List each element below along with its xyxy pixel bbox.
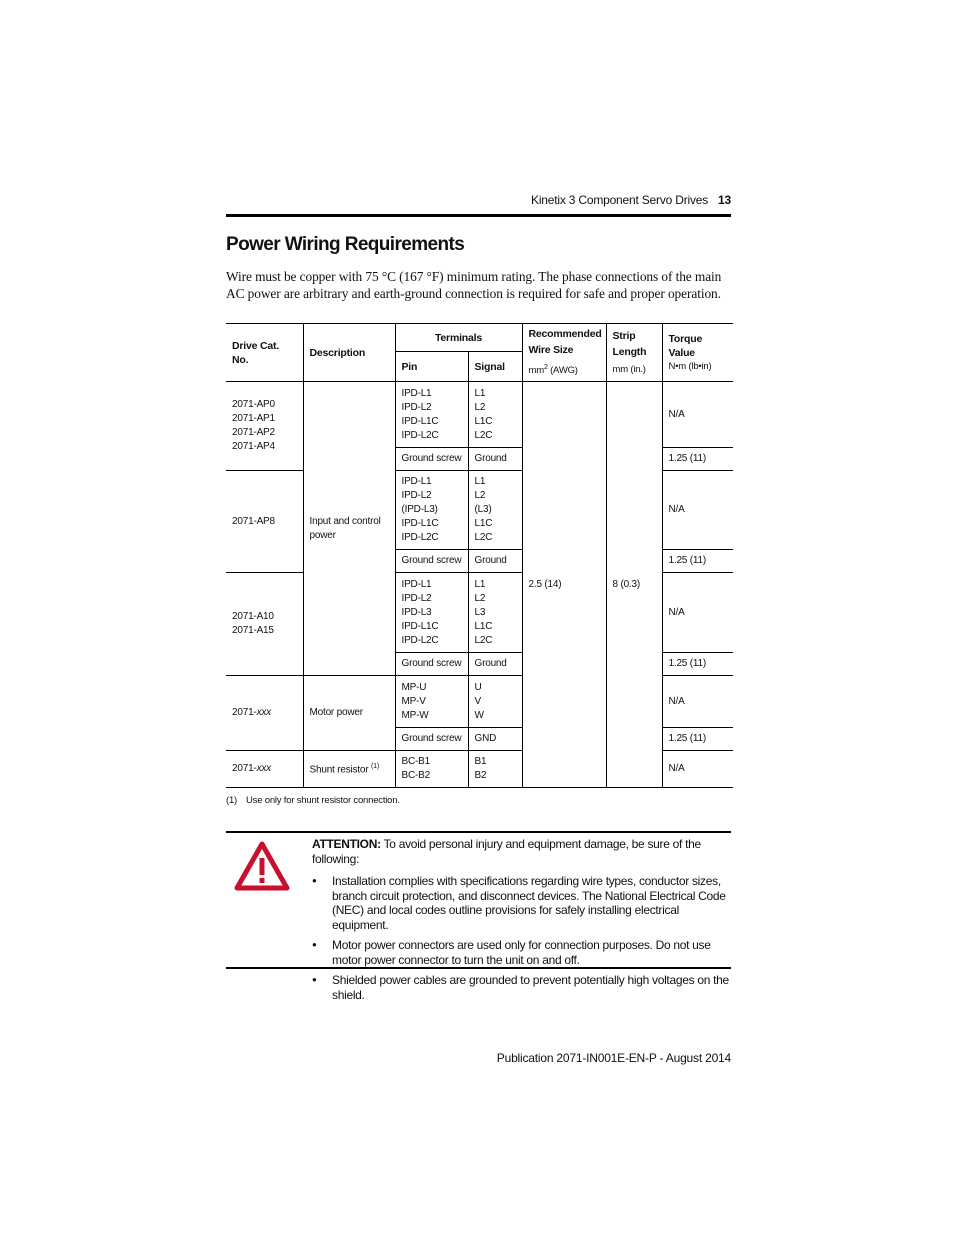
drive-cell: 2071-A10 2071-A15 — [226, 573, 303, 676]
drive-cell: 2071-AP8 — [226, 471, 303, 573]
table-row — [226, 382, 733, 448]
attention-lead: ATTENTION: To avoid personal injury and equipment damage, be sure of the following: — [312, 837, 701, 866]
description-cell: Motor power — [303, 676, 395, 751]
col-header-strip-length — [606, 324, 662, 382]
header-rule — [226, 214, 731, 217]
warning-triangle-icon — [234, 841, 290, 891]
signal-cell: L1 L2 L3 L1C L2C — [468, 573, 522, 653]
signal-cell: U V W — [468, 676, 522, 728]
torque-cell: 1.25 (11) — [662, 728, 733, 751]
signal-cell: Ground — [468, 550, 522, 573]
torque-cell: N/A — [662, 382, 733, 448]
attention-item: ● Installation complies with specifications regarding wire types, conductor sizes, branch circuit protection, and disconnect devices. The National Electrical Code (NEC) and local codes outline provisions for safely installing electrical equipment. — [332, 874, 732, 932]
pin-cell: Ground screw — [395, 653, 468, 676]
torque-cell: 1.25 (11) — [662, 448, 733, 471]
col-header-description: Description — [303, 324, 395, 382]
attention-item: ● Motor power connectors are used only for connection purposes. Do not use motor power connector to turn the unit on and off. — [332, 938, 732, 967]
torque-cell: N/A — [662, 676, 733, 728]
signal-cell: Ground — [468, 448, 522, 471]
pin-cell: Ground screw — [395, 550, 468, 573]
strip-length-title: Strip Length — [612, 330, 647, 358]
drive-cell: 2071-AP0 2071-AP1 2071-AP2 2071-AP4 — [226, 382, 303, 471]
wire-size-unit: $mm^2$ (AWG) — [528, 364, 578, 377]
pin-cell: IPD-L1 IPD-L2 IPD-L3 IPD-L1C IPD-L2C — [395, 573, 468, 653]
torque-cell: 1.25 (11) — [662, 653, 733, 676]
footnote-number: (1) — [226, 795, 238, 806]
strip-length-unit: mm (in.) — [612, 364, 646, 375]
description-cell: Shunt resistor $^{(1)}$ — [303, 751, 395, 788]
section-title: Power Wiring Requirements — [226, 234, 465, 255]
pin-cell: BC-B1 BC-B2 — [395, 751, 468, 788]
attention-item: ● Shielded power cables are grounded to prevent potentially high voltages on the shield. — [332, 973, 732, 1002]
pin-cell: IPD-L1 IPD-L2 IPD-L1C IPD-L2C — [395, 382, 468, 448]
torque-cell: N/A — [662, 573, 733, 653]
pin-cell: IPD-L1 IPD-L2 (IPD-L3) IPD-L1C IPD-L2C — [395, 471, 468, 550]
pin-cell: MP-U MP-V MP-W — [395, 676, 468, 728]
torque-unit: N•m (lb•in) — [668, 360, 712, 372]
signal-cell: GND — [468, 728, 522, 751]
attention-box — [226, 831, 731, 1002]
col-header-torque — [662, 324, 733, 382]
page-number: 13 — [718, 193, 731, 207]
signal-cell: B1 B2 — [468, 751, 522, 788]
torque-title: Torque Value — [668, 332, 703, 359]
wire-size-cell: 2.5 (14) — [522, 382, 606, 788]
col-header-drive: Drive Cat. No. — [226, 324, 303, 382]
running-header — [226, 193, 731, 211]
col-header-wire-size — [522, 324, 606, 382]
col-header-pin: Pin — [395, 352, 468, 382]
strip-length-cell: 8 (0.3) — [606, 382, 662, 788]
attention-label: ATTENTION: — [312, 837, 381, 851]
signal-cell: L1 L2 (L3) L1C L2C — [468, 471, 522, 550]
table-footnote — [226, 795, 400, 806]
publication-footer: Publication 2071-IN001E-EN-P - August 2014 — [496, 1051, 731, 1065]
footnote-ref: (1) — [371, 763, 379, 771]
description-cell: Input and control power — [303, 382, 395, 676]
signal-cell: Ground — [468, 653, 522, 676]
attention-content — [312, 837, 732, 1008]
power-wiring-table — [226, 323, 733, 788]
attention-list — [312, 874, 732, 1002]
footnote-text: Use only for shunt resistor connection. — [246, 795, 400, 806]
pin-cell: Ground screw — [395, 448, 468, 471]
pin-cell: Ground screw — [395, 728, 468, 751]
drive-cell: 2071-xxx — [226, 751, 303, 788]
running-title: Kinetix 3 Component Servo Drives — [531, 193, 709, 207]
col-header-signal: Signal — [468, 352, 522, 382]
drive-cell: 2071-xxx — [226, 676, 303, 751]
wire-size-title: Recommended Wire Size — [528, 328, 602, 357]
signal-cell: L1 L2 L1C L2C — [468, 382, 522, 448]
torque-cell: N/A — [662, 471, 733, 550]
torque-cell: 1.25 (11) — [662, 550, 733, 573]
torque-cell: N/A — [662, 751, 733, 788]
intro-paragraph: Wire must be copper with 75 °C (167 °F) minimum rating. The phase connections of the main AC power are arbitrary and earth-ground connection is required for safe and proper operation. — [226, 269, 722, 301]
col-header-terminals: Terminals — [395, 324, 522, 352]
